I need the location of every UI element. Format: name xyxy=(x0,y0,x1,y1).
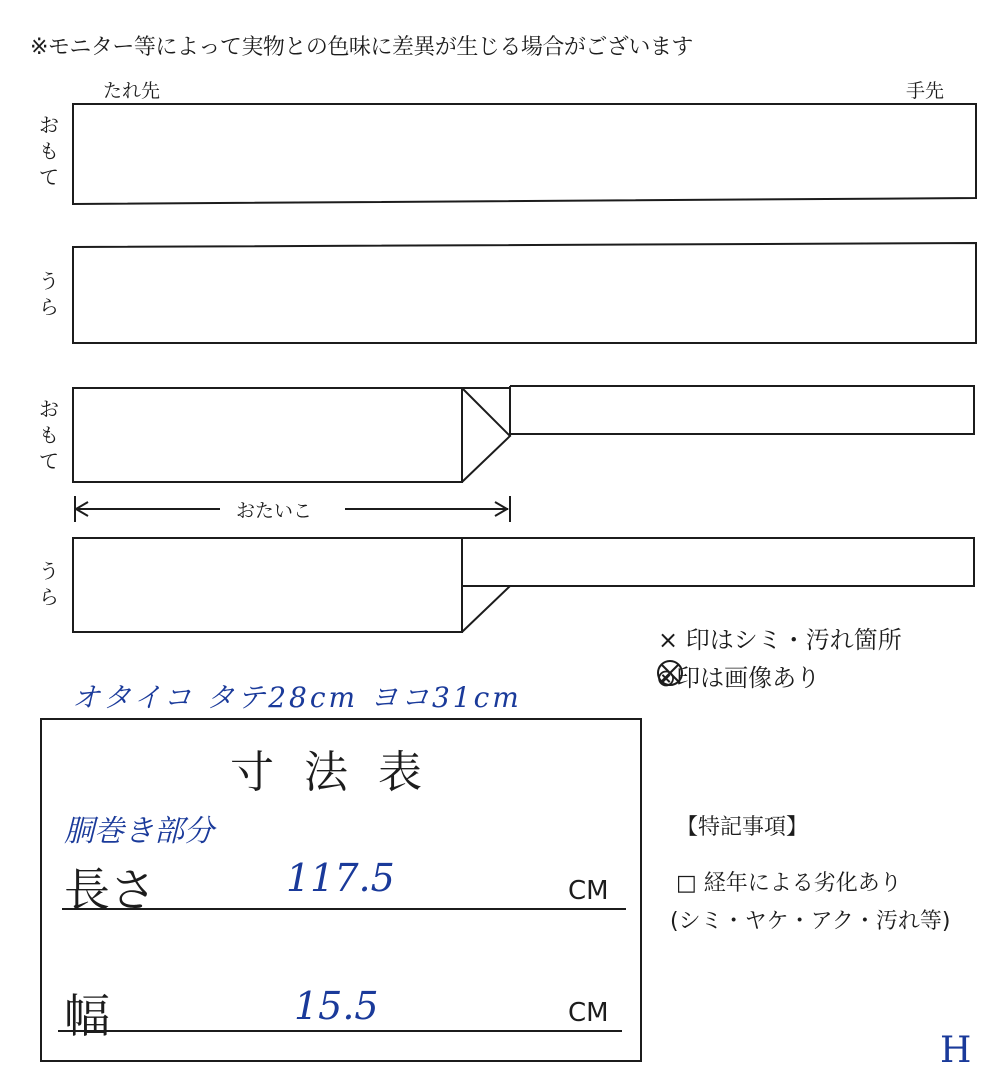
width-value: 15.5 xyxy=(294,984,379,1028)
width-label: 幅 xyxy=(64,989,110,1043)
otaiko-size-note: オタイコ タテ28cm ヨコ31cm xyxy=(72,681,522,714)
side-label-front-1: お も て xyxy=(39,113,59,189)
otaiko-label: おたいこ xyxy=(228,496,320,523)
color-notice: ※モニター等によって実物との色味に差異が生じる場合がございます xyxy=(30,35,693,60)
strip-back-otaiko xyxy=(73,538,974,632)
strip-front-otaiko xyxy=(73,386,974,482)
strip-back-full xyxy=(73,243,976,343)
legend-image-mark: ⊗印は画像あり xyxy=(656,664,821,692)
corner-mark: H xyxy=(940,1030,972,1071)
side-label-back-2: う ら xyxy=(39,559,59,609)
special-notes-item: □ 経年による劣化あり xyxy=(676,871,902,896)
special-notes-detail: (シミ・ヤケ・アク・汚れ等) xyxy=(670,909,951,934)
side-label-front-2: お も て xyxy=(39,397,59,473)
label-tare-saki: たれ先 xyxy=(103,80,161,102)
label-te-saki: 手先 xyxy=(906,80,945,102)
special-notes-heading: 【特記事項】 xyxy=(676,815,809,840)
length-value: 117.5 xyxy=(286,856,395,900)
size-section-label: 胴巻き部分 xyxy=(64,814,214,849)
length-label: 長さ xyxy=(64,863,156,917)
legend-stain-mark: × 印はシミ・汚れ箇所 xyxy=(658,626,902,654)
strip-front-full xyxy=(73,104,976,204)
length-unit: CM xyxy=(568,876,609,906)
size-table-title: 寸法表 xyxy=(230,747,452,798)
side-label-back-1: う ら xyxy=(39,269,59,319)
width-unit: CM xyxy=(568,998,609,1028)
size-table xyxy=(40,718,642,1062)
